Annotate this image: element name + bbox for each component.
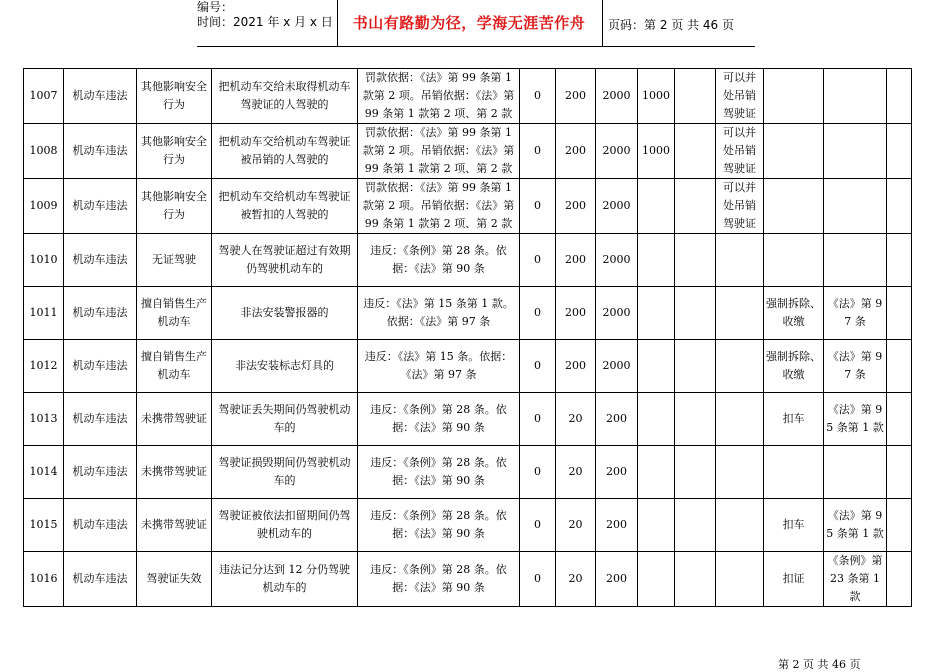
cell-c3: 2000 [596, 234, 638, 287]
cell-type: 未携带驾驶证 [137, 393, 212, 446]
cell-c9 [887, 69, 912, 124]
cell-behavior: 把机动车交给未取得机动车驾驶证的人驾驶的 [212, 69, 358, 124]
cell-basis: 违反：《条例》第 28 条。依据：《法》第 90 条 [358, 552, 520, 607]
cell-c9 [887, 340, 912, 393]
cell-basis: 违反：《条例》第 28 条。依据：《法》第 90 条 [358, 393, 520, 446]
cell-c5 [675, 287, 716, 340]
table-row [24, 552, 912, 607]
cell-basis: 违反：《法》第 15 条。依据：《法》第 97 条 [358, 340, 520, 393]
cell-c3: 200 [596, 499, 638, 552]
cell-c5 [675, 552, 716, 607]
cell-category: 机动车违法 [64, 446, 137, 499]
cell-c6 [716, 287, 764, 340]
cell-id: 1014 [24, 446, 64, 499]
cell-c6 [716, 552, 764, 607]
table-body [24, 69, 912, 607]
cell-c2: 20 [556, 499, 596, 552]
table-row [24, 446, 912, 499]
cell-c8: 《法》第 95 条第 1 款 [824, 393, 887, 446]
cell-c2: 20 [556, 552, 596, 607]
cell-c3: 200 [596, 446, 638, 499]
cell-c9 [887, 499, 912, 552]
cell-c8: 《条例》第 23 条第 1 款 [824, 552, 887, 607]
cell-c7 [764, 124, 824, 179]
cell-c6 [716, 446, 764, 499]
cell-category: 机动车违法 [64, 69, 137, 124]
cell-c2: 20 [556, 393, 596, 446]
cell-category: 机动车违法 [64, 499, 137, 552]
cell-c6 [716, 499, 764, 552]
cell-c4 [638, 499, 675, 552]
cell-c8 [824, 124, 887, 179]
cell-basis: 违反：《条例》第 28 条。依据：《法》第 90 条 [358, 234, 520, 287]
cell-c5 [675, 340, 716, 393]
cell-behavior: 非法安装标志灯具的 [212, 340, 358, 393]
cell-category: 机动车违法 [64, 124, 137, 179]
cell-c9 [887, 446, 912, 499]
cell-c6: 可以并处吊销驾驶证 [716, 179, 764, 234]
cell-behavior: 驾驶证丢失期间仍驾驶机动车的 [212, 393, 358, 446]
cell-c2: 200 [556, 69, 596, 124]
cell-type: 其他影响安全行为 [137, 69, 212, 124]
violation-table [23, 68, 912, 607]
cell-c3: 2000 [596, 124, 638, 179]
cell-c5 [675, 124, 716, 179]
cell-c5 [675, 499, 716, 552]
cell-basis: 违反：《条例》第 28 条。依据：《法》第 90 条 [358, 499, 520, 552]
cell-c7 [764, 179, 824, 234]
cell-c7: 强制拆除、收缴 [764, 340, 824, 393]
cell-c1: 0 [520, 552, 556, 607]
cell-basis: 违反：《条例》第 28 条。依据：《法》第 90 条 [358, 446, 520, 499]
cell-c1: 0 [520, 287, 556, 340]
table-row [24, 340, 912, 393]
cell-c9 [887, 552, 912, 607]
cell-id: 1010 [24, 234, 64, 287]
cell-type: 其他影响安全行为 [137, 179, 212, 234]
cell-c8 [824, 446, 887, 499]
cell-c7: 扣证 [764, 552, 824, 607]
cell-c4 [638, 287, 675, 340]
cell-id: 1011 [24, 287, 64, 340]
cell-type: 无证驾驶 [137, 234, 212, 287]
cell-c4: 1000 [638, 124, 675, 179]
cell-behavior: 把机动车交给机动车驾驶证被吊销的人驾驶的 [212, 124, 358, 179]
cell-behavior: 违法记分达到 12 分仍驾驶机动车的 [212, 552, 358, 607]
cell-c1: 0 [520, 179, 556, 234]
cell-c1: 0 [520, 499, 556, 552]
cell-c7: 强制拆除、收缴 [764, 287, 824, 340]
cell-c3: 200 [596, 552, 638, 607]
table-row [24, 287, 912, 340]
cell-basis: 违反：《法》第 15 条第 1 款。依据：《法》第 97 条 [358, 287, 520, 340]
cell-c7: 扣车 [764, 499, 824, 552]
cell-c3: 2000 [596, 287, 638, 340]
cell-c8 [824, 69, 887, 124]
header-meta [197, 0, 337, 46]
cell-c6: 可以并处吊销驾驶证 [716, 124, 764, 179]
cell-category: 机动车违法 [64, 287, 137, 340]
cell-type: 其他影响安全行为 [137, 124, 212, 179]
page-footer: 第 2 页 共 46 页 [778, 658, 861, 671]
cell-c4 [638, 393, 675, 446]
cell-id: 1009 [24, 179, 64, 234]
table-row [24, 393, 912, 446]
cell-c8: 《法》第 97 条 [824, 287, 887, 340]
cell-c8 [824, 179, 887, 234]
cell-c2: 200 [556, 124, 596, 179]
cell-c4 [638, 446, 675, 499]
cell-c9 [887, 393, 912, 446]
cell-type: 擅自销售生产机动车 [137, 287, 212, 340]
cell-c2: 200 [556, 287, 596, 340]
cell-c1: 0 [520, 393, 556, 446]
cell-category: 机动车违法 [64, 234, 137, 287]
cell-c1: 0 [520, 69, 556, 124]
cell-id: 1015 [24, 499, 64, 552]
cell-type: 擅自销售生产机动车 [137, 340, 212, 393]
cell-c4 [638, 234, 675, 287]
cell-behavior: 驾驶人在驾驶证超过有效期仍驾驶机动车的 [212, 234, 358, 287]
table-row [24, 234, 912, 287]
cell-c8: 《法》第 97 条 [824, 340, 887, 393]
cell-c8 [824, 234, 887, 287]
table-row [24, 124, 912, 179]
cell-c4 [638, 340, 675, 393]
cell-c4: 1000 [638, 69, 675, 124]
cell-c4 [638, 552, 675, 607]
cell-id: 1013 [24, 393, 64, 446]
cell-category: 机动车违法 [64, 393, 137, 446]
cell-c6: 可以并处吊销驾驶证 [716, 69, 764, 124]
cell-c9 [887, 287, 912, 340]
table-row [24, 179, 912, 234]
cell-c9 [887, 179, 912, 234]
cell-c2: 20 [556, 446, 596, 499]
cell-category: 机动车违法 [64, 552, 137, 607]
header-divider [337, 0, 338, 46]
cell-c6 [716, 234, 764, 287]
time-label: 时间：2021 年 x 月 x 日 [197, 15, 333, 29]
cell-type: 未携带驾驶证 [137, 499, 212, 552]
cell-c1: 0 [520, 124, 556, 179]
cell-category: 机动车违法 [64, 179, 137, 234]
cell-c2: 200 [556, 179, 596, 234]
cell-id: 1016 [24, 552, 64, 607]
cell-id: 1007 [24, 69, 64, 124]
table-row [24, 499, 912, 552]
cell-c1: 0 [520, 446, 556, 499]
number-label: 编号： [197, 0, 234, 14]
cell-behavior: 非法安装警报器的 [212, 287, 358, 340]
cell-category: 机动车违法 [64, 340, 137, 393]
cell-c3: 2000 [596, 179, 638, 234]
cell-c3: 2000 [596, 69, 638, 124]
cell-c1: 0 [520, 234, 556, 287]
cell-id: 1012 [24, 340, 64, 393]
cell-basis: 罚款依据：《法》第 99 条第 1 款第 2 项。吊销依据：《法》第 99 条第 1 款第 2 项、第 2 款 [358, 124, 520, 179]
cell-behavior: 驾驶证被依法扣留期间仍驾驶机动车的 [212, 499, 358, 552]
cell-c9 [887, 234, 912, 287]
cell-c7 [764, 69, 824, 124]
header-page-number: 页码：第 2 页 共 46 页 [608, 18, 734, 32]
header-divider [602, 0, 603, 46]
cell-c6 [716, 393, 764, 446]
cell-c7 [764, 446, 824, 499]
cell-id: 1008 [24, 124, 64, 179]
cell-c4 [638, 179, 675, 234]
header-rule [197, 46, 755, 47]
cell-c5 [675, 234, 716, 287]
cell-type: 驾驶证失效 [137, 552, 212, 607]
cell-behavior: 驾驶证损毁期间仍驾驶机动车的 [212, 446, 358, 499]
cell-basis: 罚款依据：《法》第 99 条第 1 款第 2 项。吊销依据：《法》第 99 条第 1 款第 2 项、第 2 款 [358, 69, 520, 124]
cell-c7 [764, 234, 824, 287]
cell-c3: 2000 [596, 340, 638, 393]
cell-c5 [675, 179, 716, 234]
cell-c8: 《法》第 95 条第 1 款 [824, 499, 887, 552]
cell-c7: 扣车 [764, 393, 824, 446]
cell-c5 [675, 446, 716, 499]
cell-c9 [887, 124, 912, 179]
cell-c6 [716, 340, 764, 393]
cell-type: 未携带驾驶证 [137, 446, 212, 499]
cell-c2: 200 [556, 234, 596, 287]
cell-behavior: 把机动车交给机动车驾驶证被暂扣的人驾驶的 [212, 179, 358, 234]
cell-c5 [675, 69, 716, 124]
cell-c3: 200 [596, 393, 638, 446]
cell-basis: 罚款依据：《法》第 99 条第 1 款第 2 项。吊销依据：《法》第 99 条第 1 款第 2 项、第 2 款 [358, 179, 520, 234]
table-row [24, 69, 912, 124]
page-header [197, 0, 755, 52]
cell-c2: 200 [556, 340, 596, 393]
cell-c5 [675, 393, 716, 446]
cell-c1: 0 [520, 340, 556, 393]
header-motto: 书山有路勤为径，学海无涯苦作舟 [352, 14, 586, 32]
